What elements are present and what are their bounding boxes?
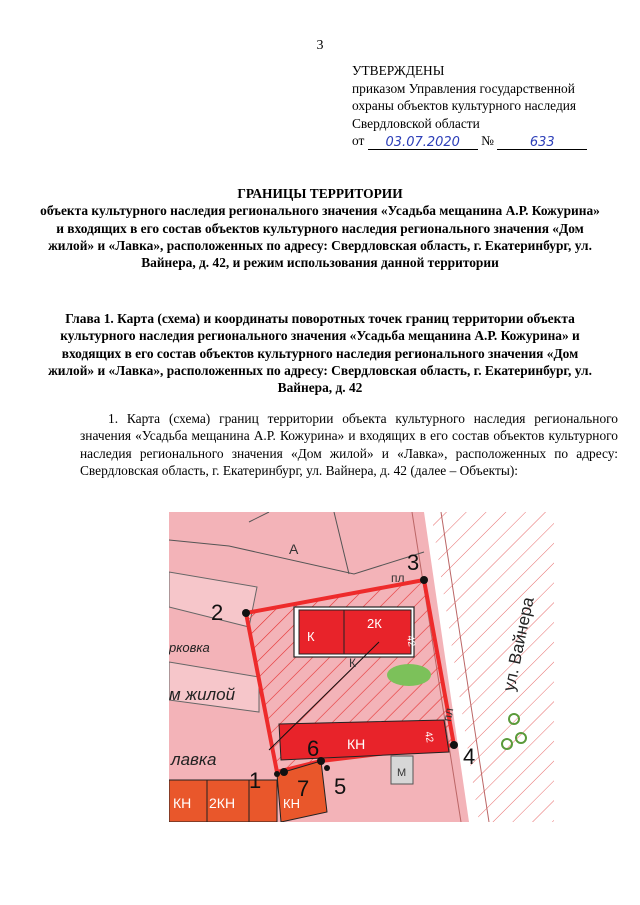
- area-label: рковка: [169, 640, 210, 655]
- building-house: [299, 610, 411, 654]
- passage-label: пл: [440, 706, 457, 723]
- territory-map: [169, 512, 554, 822]
- area-label: лавка: [171, 750, 217, 769]
- document-title: [40, 185, 600, 271]
- point-label: 4: [463, 744, 476, 769]
- map-label: М: [397, 767, 407, 779]
- approval-line: Свердловской области: [352, 115, 480, 131]
- point-4-marker: [450, 741, 458, 749]
- map-label: КН: [283, 796, 300, 811]
- title-heading: ГРАНИЦЫ ТЕРРИТОРИИ: [237, 186, 403, 201]
- approval-line: приказом Управления государственной: [352, 80, 575, 96]
- date-prefix: от: [352, 133, 365, 148]
- page-number: 3: [316, 38, 324, 53]
- title-body: объекта культурного наследия регионального значения «Усадьба мещанина А.Р. Кожурина» и входящих в его состав объектов культурного наследия регионального значения «Дом жилой» и «Лавка», расположенных по адресу: Свердловская область, г. Екатеринбург, ул. Вайнера, д. 42, и режим использования данной территории: [40, 203, 600, 271]
- map-label: К: [307, 629, 315, 644]
- approval-title: УТВЕРЖДЕНЫ: [352, 63, 445, 78]
- map-label: КН: [173, 795, 192, 811]
- shrub-icon: [387, 664, 431, 686]
- house-number: 42: [404, 634, 417, 648]
- point-label: 5: [334, 774, 347, 799]
- house-number: 42: [422, 730, 435, 744]
- paragraph-1: 1. Карта (схема) границ территории объекта культурного наследия регионального значения «Усадьба мещанина А.Р. Кожурина» и входящих в его состав объектов культурного наследия регионального значения «Дом жилой» и «Лавка», расположенных по адресу: Свердловская область, г. Екатеринбург, ул. Вайнера, д. 42 (далее – Объекты):: [80, 411, 618, 478]
- map-label: КН: [347, 736, 366, 752]
- point-6-marker: [274, 771, 280, 777]
- map-label: К: [349, 656, 356, 670]
- point-label: 1: [249, 768, 262, 793]
- map-label: 2КН: [209, 795, 236, 811]
- handwritten-number: 633: [497, 134, 587, 150]
- handwritten-date: 03.07.2020: [368, 134, 478, 150]
- point-label: 2: [211, 600, 224, 625]
- approval-stamp: [352, 62, 587, 150]
- map-label: 2К: [367, 616, 382, 631]
- point-2-marker: [242, 609, 250, 617]
- map-svg: [169, 512, 554, 822]
- point-label: 6: [307, 736, 320, 761]
- approval-date-row: [352, 132, 587, 150]
- number-prefix: №: [481, 133, 494, 148]
- area-label: м жилой: [169, 685, 236, 704]
- point-7-marker: [324, 765, 330, 771]
- passage-label: пл: [391, 571, 405, 585]
- point-label: 7: [297, 776, 310, 801]
- point-3-marker: [420, 576, 428, 584]
- map-label: А: [289, 541, 299, 557]
- approval-line: охраны объектов культурного наследия: [352, 98, 577, 113]
- chapter-heading: Глава 1. Карта (схема) и координаты поворотных точек границ территории объекта культурного наследия регионального значения «Усадьба мещанина А.Р. Кожурина» и входящих в его состав объектов культурного наследия регионального значения «Дом жилой» и «Лавка», расположенных по адресу: Свердловская область, г. Екатеринбург, ул. Вайнера, д. 42: [48, 311, 592, 396]
- point-1-marker: [280, 768, 288, 776]
- point-label: 3: [407, 550, 420, 575]
- street-label: ул. Вайнера: [499, 595, 538, 693]
